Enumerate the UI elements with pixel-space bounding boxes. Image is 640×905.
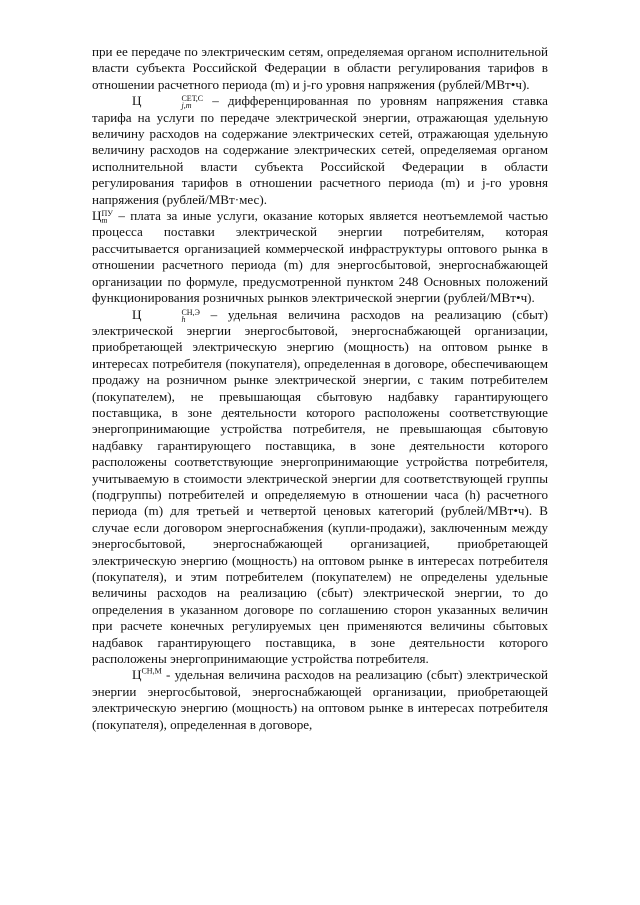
paragraph-3	[92, 208, 548, 306]
formula-symbol-tsn-e: Ц СН,Э h	[132, 306, 200, 324]
paragraph-5	[92, 667, 548, 733]
formula-symbol-tsn-m: $Ц^{СН,М}$	[132, 667, 162, 683]
paragraph-3-text: – плата за иные услуги, оказание которых является неотъемлемой частью процесса поставки электрической энергии потребителям, которая рассчитывается организацией коммерческой инфраструктуры оптового рынка в отношении расчетного периода (m) для энергосбытовой, энергоснабжающей организации по формуле, предусмотренной пунктом 248 Основных положений функционирования розничных рынков электрической энергии (рублей/МВт•ч).	[92, 208, 548, 306]
paragraph-4	[92, 307, 548, 668]
paragraph-2	[92, 93, 548, 208]
formula-symbol-tspu: Ц ПУ m	[92, 208, 113, 226]
formula-symbol-tset-c: Ц СЕТ,С j,m	[132, 93, 204, 111]
paragraph-1	[92, 44, 548, 93]
paragraph-5-text: - удельная величина расходов на реализацию (сбыт) электрической энергии энергосбытовой, энергоснабжающей организации, приобретающей электрическую энергию (мощность) на оптовом рынке в интересах потребителя (покупателя), определенная в договоре,	[92, 667, 548, 732]
paragraph-1-text: при ее передаче по электрическим сетям, определяемая органом исполнительной власти субъекта Российской Федерации в области регулирования тарифов в отношении расчетного периода (m) и j-го уровня напряжения (рублей/МВт•ч).	[92, 44, 548, 92]
paragraph-4-text: – удельная величина расходов на реализацию (сбыт) электрической энергии энергосбытовой, энергоснабжающей организации, приобретающей электрическую энергию (мощность) на оптовом рынке в интересах потребителя (покупателя), определенная в договоре, обеспечивающем продажу на розничном рынке электрической энергии, с таким потребителем (покупателем), не превышающая сбытовую надбавку гарантирующего поставщика, в зоне деятельности которого расположены соответствующие энергопринимающие устройства потребителя, не превышающая сбытовую надбавку гарантирующего поставщика, в зоне деятельности которого расположены соответствующие энергопринимающие устройства потребителя, учитываемую в стоимости электрической энергии для соответствующей группы (подгруппы) потребителей и определяемую в отношении часа (h) расчетного периода (m) для третьей и четвертой ценовых категорий (рублей/МВт•ч). В случае если договором энергоснабжения (купли-продажи), заключенным между энергосбытовой, энергоснабжающей организацией, приобретающей электрическую энергию (мощность) на оптовом рынке в интересах потребителя (покупателя), и этим потребителем (покупателем) не определены удельные величины расходов на реализацию (сбыт) электрической энергии, то до определения в указанном договоре по соглашению сторон указанных величин при расчете конечных регулируемых цен применяются величины сбытовых надбавок гарантирующего поставщика, в зоне деятельности которого расположены энергопринимающие устройства потребителя.	[92, 306, 548, 667]
paragraph-2-text: – дифференцированная по уровням напряжения ставка тарифа на услуги по передаче электрической энергии, отражающая удельную величину расходов на содержание электрических сетей, отражающая удельную величину расходов на содержание электрических сетей, определяемая органом исполнительной власти субъекта Российской Федерации в области регулирования тарифов в отношении расчетного периода (m) и j-го уровня напряжения (рублей/МВт·мес).	[92, 93, 548, 207]
